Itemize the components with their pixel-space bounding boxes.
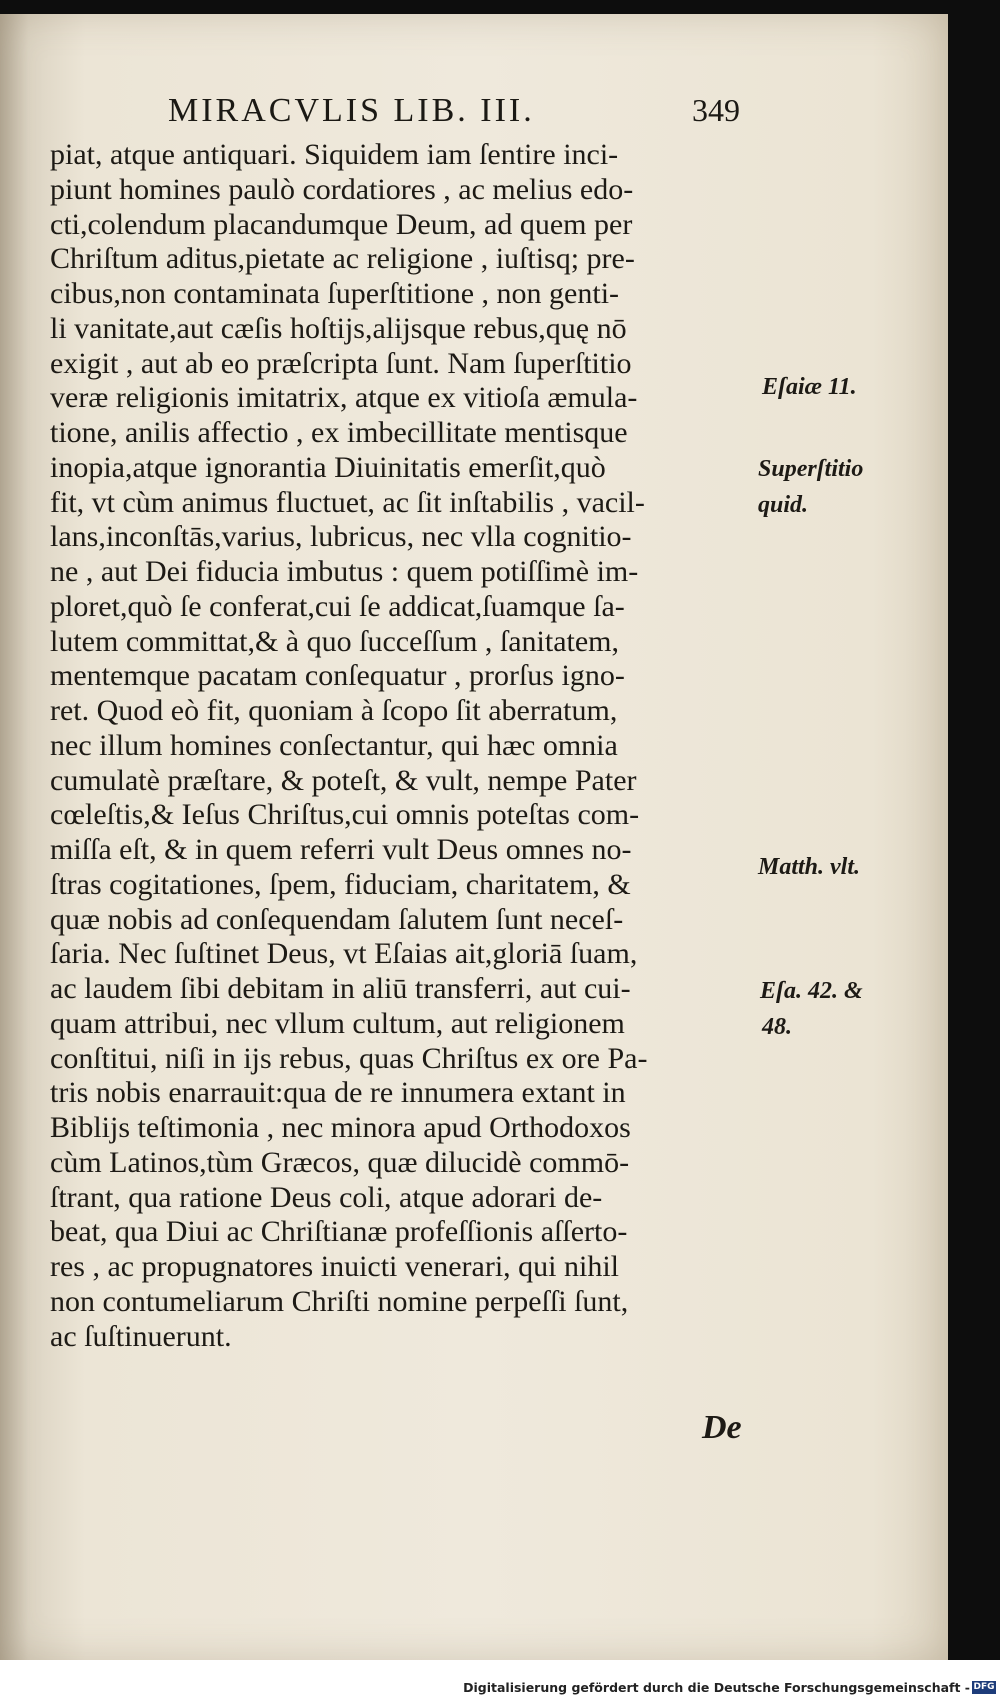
book-page [0, 14, 948, 1660]
text-line: piat, atque antiquari. Siquidem iam ſentire inci- [50, 138, 619, 171]
text-line: piunt homines paulò cordatiores , ac melius edo- [50, 172, 634, 206]
text-line: quæ nobis ad conſequendam ſalutem ſunt neceſ- [50, 902, 624, 936]
text-line: cœleſtis,& Ieſus Chriſtus,cui omnis poteſtas com- [50, 798, 640, 832]
dfg-logo: DFG [973, 1682, 995, 1692]
funding-credit: Digitalisierung gefördert durch die Deutsche Forschungsgemeinschaft - [463, 1680, 970, 1695]
text-line: lutem committat,& à quo ſucceſſum , ſanitatem, [50, 624, 620, 658]
text-line: ac ſuſtinuerunt. [50, 1319, 232, 1353]
marginal-note-quid: quid. [758, 492, 809, 518]
marginal-note-48: 48. [762, 1014, 792, 1040]
text-line: ploret,quò ſe conferat,cui ſe addicat,ſuamque ſa- [50, 589, 625, 623]
text-line: cibus,non contaminata ſuperſtitione , non genti- [50, 277, 620, 310]
text-line: conſtitui, niſi in ijs rebus, quas Chriſtus ex ore Pa- [50, 1041, 648, 1075]
marginal-note-esa-42: Eſa. 42. & [760, 978, 863, 1004]
text-line: nec illum homines conſectantur, qui hæc omnia [50, 728, 618, 762]
text-line: lans,inconſtās,varius, lubricus, nec vlla cognitio- [50, 520, 632, 554]
text-line: cti,colendum placandumque Deum, ad quem per [50, 207, 633, 241]
text-line: non contumeliarum Chriſti nomine perpeſſi ſunt, [50, 1284, 629, 1318]
text-line: exigit , aut ab eo præſcripta ſunt. Nam ſuperſtitio [50, 346, 632, 380]
text-line: veræ religionis imitatrix, atque ex vitioſa æmula- [50, 381, 638, 415]
text-line: inopia,atque ignorantia Diuinitatis emerſit,quò [50, 450, 606, 484]
text-line: beat, qua Diui ac Chriſtianæ profeſſionis aſſerto- [50, 1215, 628, 1249]
text-line: fit, vt cùm animus fluctuet, ac ſit inſtabilis , vacil- [50, 485, 645, 519]
text-line: tione, anilis affectio , ex imbecillitate mentisque [50, 416, 628, 449]
marginal-note-esaiae: Eſaiæ 11. [762, 374, 857, 400]
text-line: ſtras cogitationes, ſpem, fiduciam, charitatem, & [50, 867, 631, 901]
text-line: quam attribui, nec vllum cultum, aut religionem [50, 1006, 625, 1040]
text-line: cùm Latinos,tùm Græcos, quæ dilucidè commō- [50, 1145, 630, 1179]
text-line: ret. Quod eò fit, quoniam à ſcopo ſit aberratum, [50, 694, 618, 727]
text-line: ſaria. Nec ſuſtinet Deus, vt Eſaias ait,gloriā ſuam, [50, 937, 638, 971]
text-line: res , ac propugnatores inuicti venerari, qui nihil [50, 1250, 619, 1283]
body-text [50, 138, 750, 1354]
text-line: ac laudem ſibi debitam in aliū transferri, aut cui- [50, 972, 631, 1005]
text-line: mentemque pacatam conſequatur , prorſus igno- [50, 659, 625, 693]
text-line: tris nobis enarrauit:qua de re innumera extant in [50, 1076, 626, 1110]
page-number: 349 [692, 92, 740, 128]
marginal-note-superstitio: Superſtitio [758, 456, 864, 482]
marginal-note-matth: Matth. vlt. [758, 854, 861, 880]
text-line: ne , aut Dei fiducia imbutus : quem potiſſimè im- [50, 555, 639, 588]
footer-bar [0, 1660, 1000, 1703]
text-line: miſſa eſt, & in quem referri vult Deus omnes no- [50, 833, 632, 866]
text-line: ſtrant, qua ratione Deus coli, atque adorari de- [50, 1180, 603, 1214]
running-head: MIRACVLIS LIB. III. [168, 92, 535, 129]
text-line: Chriſtum aditus,pietate ac religione , iuſtisq; pre- [50, 242, 635, 276]
text-line: cumulatè præſtare, & poteſt, & vult, nempe Pater [50, 763, 637, 797]
catchword: De [702, 1409, 742, 1446]
text-line: li vanitate,aut cæſis hoſtijs,alijsque rebus,quę nō [50, 311, 627, 345]
text-line: Biblijs teſtimonia , nec minora apud Orthodoxos [50, 1111, 631, 1144]
